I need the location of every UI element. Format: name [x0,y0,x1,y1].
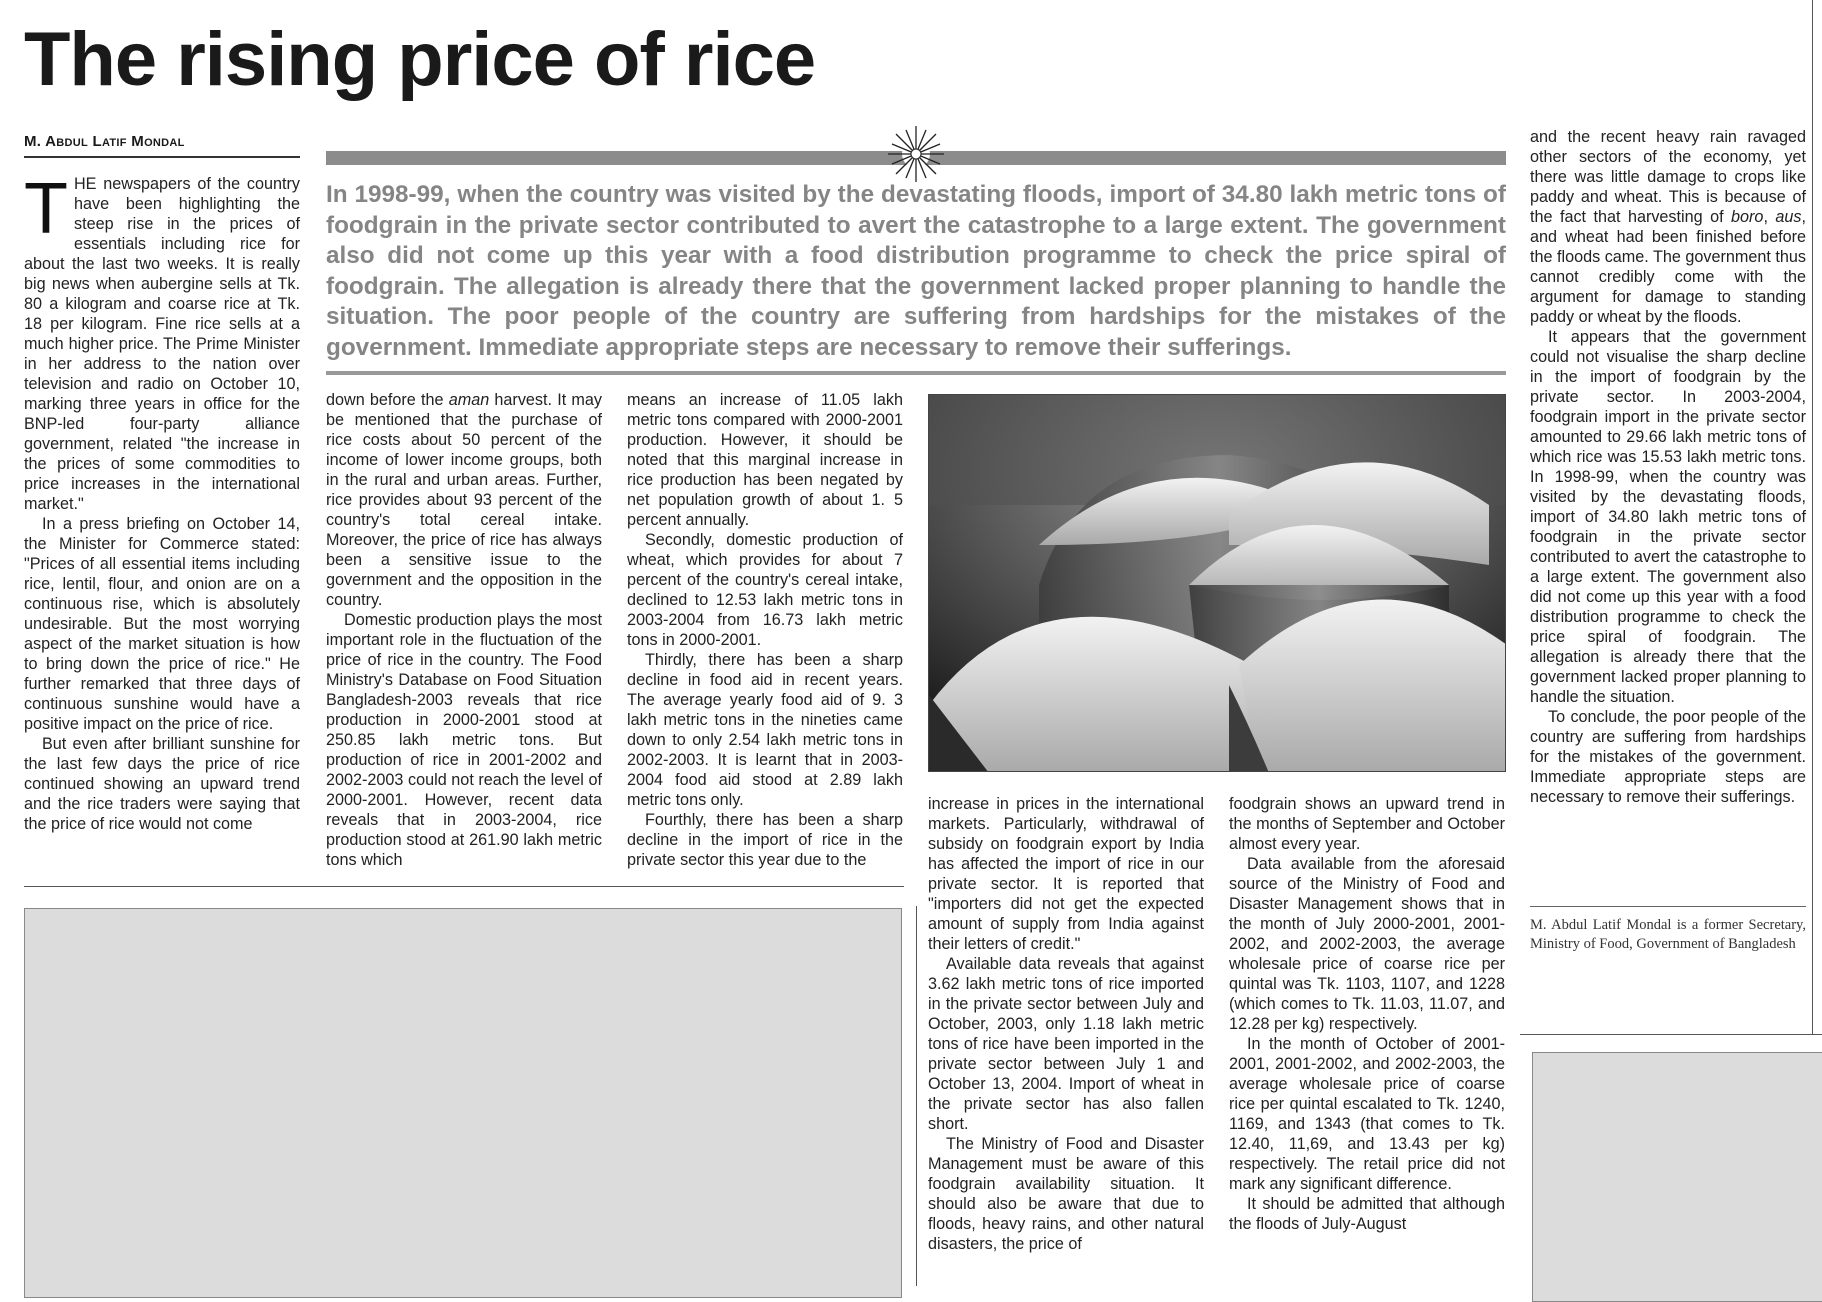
pull-quote-bottom-bar [326,371,1506,375]
col6-para-3: To conclude, the poor people of the country are suffering from hardships for the mistakes of the government. Immediate appropriate steps are necessary to remove their sufferings. [1530,708,1806,806]
col6-emphasis-boro: boro [1731,208,1764,226]
col3-para-4: Fourthly, there has been a sharp decline in the import of rice in the private sector this year due to the [627,811,903,869]
col6-para-1-end: , and wheat had been finished before the floods came. The government thus cannot credibly come with the argument for damage to standing paddy or wheat by the floods. [1530,208,1806,326]
col6-emphasis-aus: aus [1775,208,1802,226]
col3-para-1: means an increase of 11.05 lakh metric tons compared with 2000-2001 production. However, it should be noted that this marginal increase in rice production has been negated by net population growth of about 1. 5 percent annually. [627,391,903,529]
byline: M. Abdul Latif Mondal [24,133,185,150]
col2-para-1-end: harvest. It may be mentioned that the purchase of rice costs about 50 percent of the income of lower income groups, both in the rural and urban areas. Further, rice provides about 93 percent of the country's total cereal intake. Moreover, the price of rice has always been a sensitive issue to the government and the opposition in the country. [326,391,602,609]
dropcap: T [24,169,68,249]
column-3 [627,390,903,870]
column-4 [928,794,1204,1254]
column-5 [1229,794,1505,1234]
col5-para-1: foodgrain shows an upward trend in the months of September and October almost every year. [1229,795,1505,853]
advertisement-box-right [1532,1052,1822,1302]
col1-para-2: In a press briefing on October 14, the Minister for Commerce stated: "Prices of all essential items including rice, lentil, flour, and onion are on a continuous rise, which is absolutely undesirable. But the most worrying aspect of the market situation is how to bring down the price of rice." He further remarked that three days of continuous sunshine would have a positive impact on the price of rice. [24,515,300,733]
col2-para-1-start: down before the [326,391,449,409]
col5-para-4: It should be admitted that although the floods of July-August [1229,1195,1505,1233]
col3-para-2: Secondly, domestic production of wheat, which provides for about 7 percent of the country's cereal intake, declined to 12.53 lakh metric tons in 2003-2004 from 16.73 lakh metric tons in 2000-2001. [627,531,903,649]
col6-para-2: It appears that the government could not visualise the sharp decline in the import of foodgrain by the private sector. In 2003-2004, foodgrain import in the private sector amounted to 29.66 lakh metric tons of which rice was 15.53 lakh metric tons. In 1998-99, when the country was visited by the devastating floods, import of 34.80 lakh metric tons of foodgrain in the private sector contributed to avert the catastrophe to a large extent. The government also did not come up this year with a food distribution programme to check the price spiral of foodgrain. The allegation is already there that the government lacked proper planning to handle the situation. [1530,328,1806,706]
headline: The rising price of rice [24,17,816,102]
col1-para-1: HE newspapers of the country have been highlighting the steep rise in the prices of essentials including rice for about the last two weeks. It is really big news when aubergine sells at Tk. 80 a kilogram and coarse rice at Tk. 18 per kilogram. Fine rice sells at a much higher price. The Prime Minister in her address to the nation over television and radio on October 10, marking three years in office for the BNP-led four-party alliance government, related "the increase in the prices of some commodities to price increases in the international market." [24,175,300,513]
lower-right-divider [1520,1034,1822,1035]
lower-vertical-divider [916,906,917,1286]
column-1 [24,169,300,834]
col6-para-1-start: and the recent heavy rain ravaged other sectors of the economy, yet there was little damage to crops like paddy and wheat. This is because of the fact that harvesting of [1530,128,1806,226]
col4-para-3: The Ministry of Food and Disaster Management must be aware of this foodgrain availability situation. It should also be aware that due to floods, heavy rains, and other natural disasters, the price of [928,1135,1204,1253]
col4-para-1: increase in prices in the international markets. Particularly, withdrawal of subsidy on foodgrain export by India has affected the import of rice in our private sector. It is reported that "importers did not get the expected amount of supply from India against their letters of credit." [928,795,1204,953]
rice-photo-illustration [929,395,1506,772]
col2-para-1-emphasis: aman [448,391,490,409]
col5-para-2: Data available from the aforesaid source of the Ministry of Food and Disaster Management shows that in the month of July 2000-2001, 2001-2002, and 2002-2003, the average wholesale price of coarse rice per quintal was Tk. 1103, 1107, and 1228 (which comes to Tk. 11.03, 11.07, and 12.28 per kg) respectively. [1229,855,1505,1033]
right-vertical-divider [1812,0,1813,1035]
column-2 [326,390,602,870]
lower-left-divider [24,886,904,887]
rice-sacks-photo [928,394,1506,772]
col2-para-2: Domestic production plays the most important role in the fluctuation of the price of rice in the country. The Food Ministry's Database on Food Situation Bangladesh-2003 reveals that rice production in 2000-2001 stood at 250.85 lakh metric tons. But production of rice in 2001-2002 and 2002-2003 could not reach the level of 2000-2001. However, recent data reveals that in 2003-2004, rice production stood at 261.90 lakh metric tons which [326,611,602,869]
byline-rule [24,156,300,158]
col3-para-3: Thirdly, there has been a sharp decline in food aid in recent years. The average yearly food aid of 9. 3 lakh metric tons in the nineties came down to only 2.54 lakh metric tons in 2002-2003. It is learnt that in 2003-2004 food aid stood at 2.89 lakh metric tons only. [627,651,903,809]
column-6 [1530,127,1806,807]
author-note-rule [1530,906,1806,907]
pull-quote: In 1998-99, when the country was visited by the devastating floods, import of 34.80 lakh metric tons of foodgrain in the private sector contributed to avert the catastrophe to a large extent. The government also did not come up this year with a food distribution programme to check the price spiral of foodgrain. The allegation is already there that the government lacked proper planning to handle the situation. The poor people of the country are suffering from hardships for the mistakes of the government. Immediate appropriate steps are necessary to remove their sufferings. [326,181,1506,361]
col1-para-3: But even after brilliant sunshine for the last few days the price of rice continued showing an upward trend and the rice traders were saying that the price of rice would not come [24,735,300,833]
author-note: M. Abdul Latif Mondal is a former Secretary, Ministry of Food, Government of Bangladesh [1530,917,1806,952]
col5-para-3: In the month of October of 2001-2001, 2001-2002, and 2002-2003, the average wholesale price of coarse rice per quintal escalated to Tk. 1240, 1169, and 1343 (that comes to Tk. 12.40, 11,69, and 13.43 per kg) respectively. The retail price did not mark any significant difference. [1229,1035,1505,1193]
advertisement-box-left [24,908,902,1298]
col4-para-2: Available data reveals that against 3.62 lakh metric tons of rice imported in the private sector between July and October, 2003, only 1.18 lakh metric tons of rice have been imported in the private sector between July 1 and October 13, 2004. Import of wheat in the private sector has also fallen short. [928,955,1204,1133]
col6-para-1-mid: , [1763,208,1776,226]
